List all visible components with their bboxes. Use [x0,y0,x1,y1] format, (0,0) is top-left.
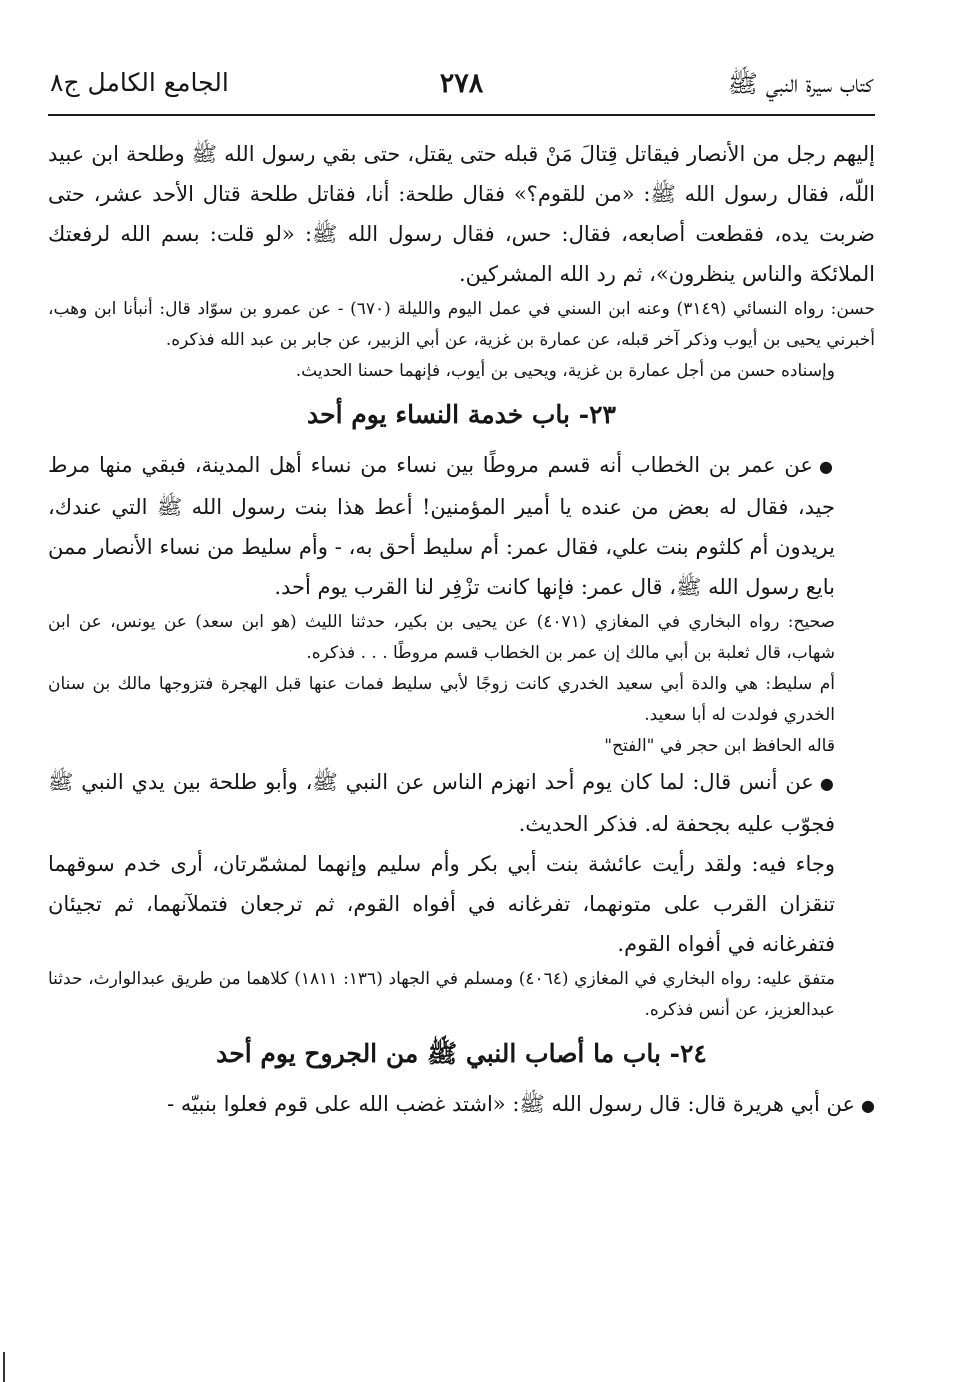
page-number: ٢٧٨ [439,68,484,99]
takhrij-note: قاله الحافظ ابن حجر في "الفتح" [604,736,835,756]
bullet-icon: ● [819,774,835,793]
takhrij-note: وإسناده حسن من أجل عمارة بن غزية، ويحيى بن أيوب، فإنهما حسنا الحديث. [295,361,835,381]
bullet-icon: ● [818,457,835,476]
hadith-paragraph [48,1084,875,1126]
hadith-text: عن أبي هريرة قال: قال رسول الله ﷺ: «اشتد غضب الله على قوم فعلوا بنبيّه - [167,1092,856,1116]
hadith-paragraph: إليهم رجل من الأنصار فيقاتل قِتالَ مَنْ قبله حتى يقتل، حتى بقي رسول الله ﷺ وطلحة ابن عبيد اللّه، فقال رسول الله ﷺ: «من للقوم؟» فقال طلحة: أنا، فقاتل طلحة قتال الأحد عشر، حتى ضربت يده، فقطعت أصابعه، فقال: حس، فقال رسول الله ﷺ: «لو قلت: بسم الله لرفعتك الملائكة والناس ينظرون»، ثم رد الله المشركين. [48,142,875,286]
book-title: كتاب سيرة النبي ﷺ [727,69,873,98]
takhrij-note: صحيح: رواه البخاري في المغازي (٤٠٧١) عن يحيى بن بكير، حدثنا الليث (هو ابن سعد) عن يونس، عن ابن شهاب، قال ثعلبة بن أبي مالك إن عمر بن الخطاب قسم مروطًا . . . فذكره. [48,612,835,663]
page-content [48,134,875,1366]
running-header [50,68,873,108]
chapter-heading: ٢٤- باب ما أصاب النبي ﷺ من الجروح يوم أحد [216,1039,707,1068]
takhrij-note: أم سليط: هي والدة أبي سعيد الخدري كانت زوجًا لأبي سليط فمات عنها قبل الهجرة فتزوجها مالك بن سنان الخدري فولدت له أبا سعيد. [48,674,835,725]
margin-mark [3,1352,5,1382]
header-rule [48,114,875,116]
hadith-paragraph: وجاء فيه: ولقد رأيت عائشة بنت أبي بكر وأم سليم وإنهما لمشمّرتان، أرى خدم سوقهما تنقزان القرب على متونهما، تفرغانه في أفواه القوم، ثم ترجعان فتملآنهما، ثم تجيئان فتفرغانه في أفواه القوم. [48,852,835,956]
chapter-heading: ٢٣- باب خدمة النساء يوم أحد [307,400,616,429]
takhrij-note: متفق عليه: رواه البخاري في المغازي (٤٠٦٤) ومسلم في الجهاد (١٣٦: ١٨١١) كلاهما من طريق عبدالوارث، حدثنا عبدالعزيز، عن أنس فذكره. [48,969,835,1020]
hadith-text: عن أنس قال: لما كان يوم أحد انهزم الناس عن النبي ﷺ، وأبو طلحة بين يدي النبي ﷺ فجوّب عليه بجحفة له. فذكر الحديث. [48,770,835,836]
hadith-text: عن عمر بن الخطاب أنه قسم مروطًا بين نساء من نساء أهل المدينة، فبقي منها مرط جيد، فقال له بعض من عنده يا أمير المؤمنين! أعط هذا بنت رسول الله ﷺ التي عندك، يريدون أم كلثوم بنت علي، فقال عمر: أم سليط أحق به، - وأم سليط من نساء الأنصار ممن بايع رسول الله ﷺ، قال عمر: فإنها كانت تزْفِر لنا القرب يوم أحد. [48,453,835,599]
takhrij-note: حسن: رواه النسائي (٣١٤٩) وعنه ابن السني في عمل اليوم والليلة (٦٧٠) - عن عمرو بن سوّاد قال: أنبأنا ابن وهب، أخبرني يحيى بن أيوب وذكر آخر قبله، عن عمارة بن غزية، عن أبي الزبير، عن جابر بن عبد الله فذكره. [48,299,875,350]
hadith-paragraph [48,762,875,844]
hadith-paragraph [48,445,875,607]
volume-title: الجامع الكامل ج٨ [50,68,229,97]
bullet-icon: ● [861,1096,875,1115]
